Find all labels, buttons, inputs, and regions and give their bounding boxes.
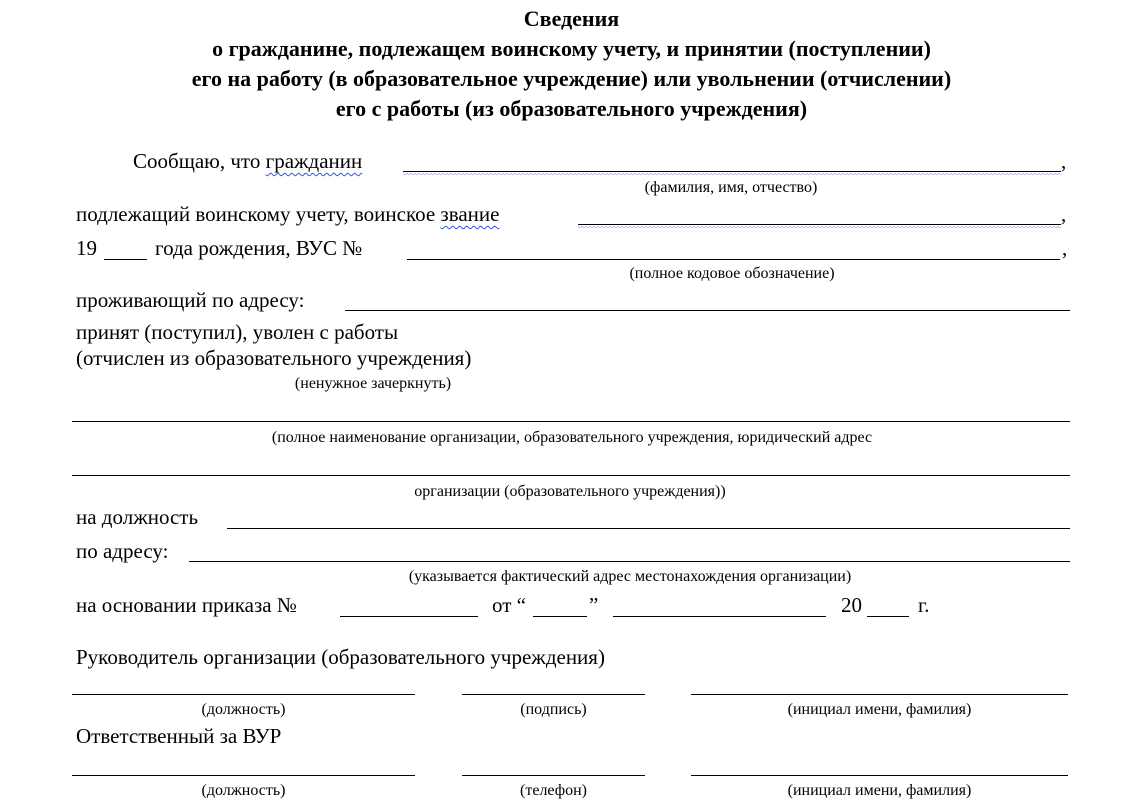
- responsible-name-field[interactable]: [691, 775, 1068, 776]
- responsible-phone-field[interactable]: [462, 775, 645, 776]
- document-title: [0, 4, 1143, 124]
- position-label: на должность: [76, 505, 199, 529]
- title-line-1: Сведения: [523, 6, 620, 31]
- hired-hint: (ненужное зачеркнуть): [294, 375, 452, 392]
- order-year-prefix: 20: [841, 593, 862, 617]
- head-position-hint: (должность): [201, 701, 286, 718]
- organization-field-2[interactable]: [72, 475, 1070, 476]
- organization-hint-2: организации (образовательного учреждения)): [414, 483, 726, 500]
- order-month-field[interactable]: [613, 616, 826, 617]
- order-year-field[interactable]: [867, 616, 909, 617]
- vus-label: года рождения, ВУС №: [155, 236, 363, 260]
- head-signature-field[interactable]: [462, 694, 645, 695]
- citizen-name-hint: (фамилия, имя, отчество): [644, 179, 818, 196]
- org-address-field[interactable]: [189, 561, 1070, 562]
- rank-label: [76, 201, 499, 227]
- head-position-field[interactable]: [72, 694, 415, 695]
- position-field[interactable]: [227, 528, 1070, 529]
- residence-label: проживающий по адресу:: [76, 288, 305, 312]
- rank-label-text: подлежащий воинскому учету, воинское: [76, 202, 441, 226]
- org-address-label: по адресу:: [76, 539, 169, 563]
- rank-field[interactable]: [578, 224, 1061, 225]
- order-quote-close: ”: [589, 593, 599, 617]
- hired-line-1: принят (поступил), уволен с работы: [76, 320, 399, 344]
- rank-comma: ,: [1061, 202, 1067, 226]
- order-day-field[interactable]: [533, 616, 587, 617]
- organization-field-1[interactable]: [72, 421, 1070, 422]
- responsible-name-hint: (инициал имени, фамилия): [787, 782, 972, 799]
- citizen-label-text: Сообщаю, что: [133, 149, 266, 173]
- rank-label-word: звание: [440, 202, 500, 226]
- order-year-suffix: г.: [918, 593, 930, 617]
- residence-field[interactable]: [345, 310, 1070, 311]
- vus-comma: ,: [1062, 236, 1068, 260]
- head-signature-hint: (подпись): [520, 701, 587, 718]
- citizen-comma: ,: [1061, 149, 1067, 173]
- title-line-3: его на работу (в образовательное учреждение) или увольнении (отчислении): [191, 66, 952, 91]
- responsible-position-hint: (должность): [201, 782, 286, 799]
- vus-field[interactable]: [407, 259, 1060, 260]
- hired-line-2: (отчислен из образовательного учреждения): [76, 346, 472, 370]
- organization-hint-1: (полное наименование организации, образовательного учреждения, юридический адрес: [271, 429, 873, 446]
- head-name-hint: (инициал имени, фамилия): [787, 701, 972, 718]
- org-address-hint: (указывается фактический адрес местонахождения организации): [408, 568, 852, 585]
- order-label: на основании приказа №: [76, 593, 297, 617]
- birth-year-field[interactable]: [104, 259, 147, 260]
- title-line-2: о гражданине, подлежащем воинскому учету, и принятии (поступлении): [212, 36, 931, 61]
- responsible-phone-hint: (телефон): [520, 782, 587, 799]
- responsible-position-field[interactable]: [72, 775, 415, 776]
- birth-year-prefix: 19: [76, 236, 97, 260]
- head-name-field[interactable]: [691, 694, 1068, 695]
- citizen-label: [133, 148, 362, 174]
- head-title: Руководитель организации (образовательного учреждения): [76, 645, 605, 669]
- order-from-label: от “: [492, 593, 526, 617]
- vus-hint: (полное кодовое обозначение): [629, 265, 835, 282]
- citizen-label-word: гражданин: [265, 149, 363, 173]
- order-number-field[interactable]: [340, 616, 478, 617]
- title-line-4: его с работы (из образовательного учреждения): [335, 96, 808, 121]
- responsible-title: Ответственный за ВУР: [76, 724, 282, 748]
- citizen-name-field[interactable]: [403, 171, 1061, 172]
